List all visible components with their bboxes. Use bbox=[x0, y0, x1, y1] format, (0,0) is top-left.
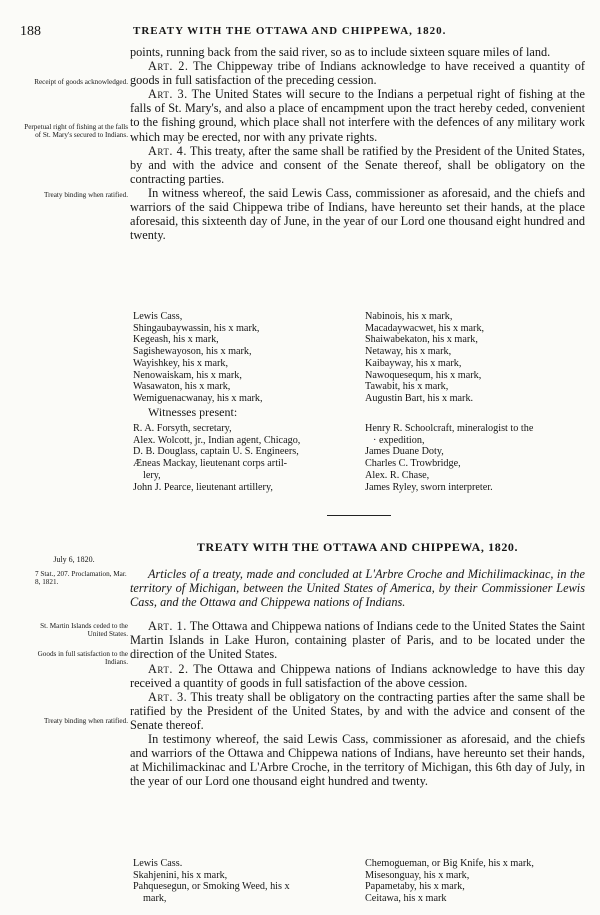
article-text: This treaty, after the same shall be ratified by the President of the United States, by and with the advice and consent of the Senate thereof, shall be obligatory on the contracting parties. bbox=[130, 143, 585, 186]
signature-line: Papametaby, his x mark, bbox=[365, 881, 465, 893]
witnesses-left bbox=[133, 423, 363, 493]
date-note: July 6, 1820. bbox=[53, 555, 95, 564]
section-divider bbox=[327, 515, 391, 516]
article-text: The Chippeway tribe of Indians acknowledge to have received a quantity of goods in full satisfaction of the preceding cession. bbox=[130, 59, 585, 88]
treaty-continuation bbox=[130, 45, 585, 242]
witness-paragraph: In witness whereof, the said Lewis Cass, commissioner as aforesaid, and the chiefs and warriors of the said Chippewa tribe of Indians, have hereunto set their hands, at the place aforesaid, this sixteenth day of June, in the year of our Lord one thousand eight hundred and twenty. bbox=[130, 185, 585, 243]
signature-line: Nenowaiskam, his x mark, bbox=[133, 369, 242, 381]
witness-line: Alex. Wolcott, jr., Indian agent, Chicago, bbox=[133, 434, 301, 446]
continuation-paragraph: points, running back from the said river, so as to include sixteen square miles of land. bbox=[130, 45, 551, 59]
witness-line: lery, bbox=[143, 469, 161, 481]
signature-line: Pahquesegun, or Smoking Weed, his x bbox=[133, 881, 290, 893]
citation-note: 7 Stat., 207. Proclamation, Mar. 8, 1821. bbox=[35, 570, 127, 586]
witness-line: · expedition, bbox=[373, 434, 425, 446]
preamble: Articles of a treaty, made and concluded at L'Arbre Croche and Michilimackinac, in the territory of Michigan, between the United States of America, by their Commissioner Lewis Cass, and the Ottawa and Chippewa nations of Indians. bbox=[130, 567, 585, 610]
margin-note: Perpetual right of fishing at the falls of St. Mary's secured to Indians. bbox=[24, 123, 128, 139]
margin-note: Receipt of goods acknowledged. bbox=[34, 78, 128, 86]
article-text: The United States will secure to the Indians a perpetual right of fishing at the falls of St. Mary's, and also a place of encampment upon the tract hereby ceded, convenient to the fishing ground, which place shall not interfere with the defences of any military work which may be erected, nor with any private rights. bbox=[130, 87, 586, 144]
signatures-left bbox=[133, 858, 363, 905]
signature-line: Tawabit, his x mark, bbox=[365, 381, 449, 393]
signature-line: Kaibayway, his x mark, bbox=[365, 357, 462, 369]
witness-line: John J. Pearce, lieutenant artillery, bbox=[133, 481, 273, 493]
article-2 bbox=[130, 662, 585, 690]
witness-line: Henry R. Schoolcraft, mineralogist to the bbox=[365, 423, 534, 434]
running-title: TREATY WITH THE OTTAWA AND CHIPPEWA, 1820. bbox=[133, 25, 447, 37]
witness-line: James Duane Doty, bbox=[365, 446, 444, 458]
article-label: Art. 2. bbox=[148, 59, 189, 74]
article-text: The Ottawa and Chippewa nations of Indians cede to the United States the Saint Martin Islands in Lake Huron, containing plaster of Paris, and to be located under the direction of the United States. bbox=[130, 619, 585, 662]
signature-line: Augustin Bart, his x mark. bbox=[365, 392, 474, 404]
margin-note: St. Martin Islands ceded to the United States. bbox=[40, 622, 128, 638]
signatures-left bbox=[133, 311, 363, 405]
testimony-paragraph: In testimony whereof, the said Lewis Cass, commissioner as aforesaid, and the chiefs and warriors of the Ottawa and Chippewa nations of Indians, have hereunto set their hands, at Michilimackinac and L'Arbre Croche, in the territory of Michigan, this 6th day of July, in the year of our Lord one thousand eight hundred and twenty. bbox=[130, 732, 585, 789]
signature-line: Wayishkey, his x mark, bbox=[133, 357, 228, 369]
second-treaty-body bbox=[130, 567, 585, 788]
witnesses-heading: Witnesses present: bbox=[148, 405, 238, 419]
witness-line: R. A. Forsyth, secretary, bbox=[133, 423, 232, 434]
signature-line: Chemogueman, or Big Knife, his x mark, bbox=[365, 858, 534, 869]
witness-line: James Ryley, sworn interpreter. bbox=[365, 481, 493, 493]
page-number: 188 bbox=[20, 24, 41, 39]
signature-line: Nabinois, his x mark, bbox=[365, 311, 453, 322]
article-text: This treaty shall be obligatory on the contracting parties after the same shall be ratified by the President of the United States, by and with the advice and consent of the Senate thereof. bbox=[130, 689, 585, 732]
witnesses-right bbox=[365, 423, 585, 493]
page-header bbox=[0, 22, 600, 42]
witness-line: Alex. R. Chase, bbox=[365, 469, 430, 481]
margin-note: Goods in full satisfaction to the Indians. bbox=[37, 650, 128, 666]
signature-line: Misesonguay, his x mark, bbox=[365, 869, 470, 881]
witness-line: Æneas Mackay, lieutenant corps artil- bbox=[133, 458, 288, 470]
signature-line: Lewis Cass. bbox=[133, 858, 183, 869]
witness-line: D. B. Douglass, captain U. S. Engineers, bbox=[133, 446, 299, 458]
article-label: Art. 3. bbox=[148, 689, 188, 704]
article-label: Art. 2. bbox=[148, 661, 189, 676]
signature-line: Wemiguenacwanay, his x mark, bbox=[133, 392, 263, 404]
signature-line: Shaiwabekaton, his x mark, bbox=[365, 334, 478, 346]
signature-line: Netaway, his x mark, bbox=[365, 346, 452, 358]
article-label: Art. 4. bbox=[148, 143, 187, 158]
signatures-right bbox=[365, 311, 585, 405]
article-3 bbox=[130, 87, 585, 143]
signature-line: Lewis Cass, bbox=[133, 311, 183, 322]
signature-line: Wasawaton, his x mark, bbox=[133, 381, 231, 393]
witness-line: Charles C. Trowbridge, bbox=[365, 458, 461, 470]
signature-line: Shingaubaywassin, his x mark, bbox=[133, 322, 260, 334]
article-4 bbox=[130, 144, 585, 186]
signatures-right bbox=[365, 858, 585, 905]
signature-line: Sagishewayoson, his x mark, bbox=[133, 346, 252, 358]
article-label: Art. 1. bbox=[148, 619, 187, 634]
signature-line: mark, bbox=[143, 893, 167, 905]
treaty-title: TREATY WITH THE OTTAWA AND CHIPPEWA, 1820. bbox=[196, 540, 519, 554]
signature-line: Macadaywacwet, his x mark, bbox=[365, 322, 485, 334]
margin-note: Treaty binding when ratified. bbox=[44, 191, 128, 199]
signature-line: Skahjenini, his x mark, bbox=[133, 869, 228, 881]
article-3 bbox=[130, 690, 585, 732]
article-2 bbox=[130, 59, 585, 87]
signature-line: Ceitawa, his x mark bbox=[365, 893, 447, 905]
article-1 bbox=[130, 619, 585, 661]
margin-note: Treaty binding when ratified. bbox=[44, 717, 128, 725]
signature-line: Nawoquesequm, his x mark, bbox=[365, 369, 482, 381]
signature-line: Kegeash, his x mark, bbox=[133, 334, 219, 346]
article-label: Art. 3. bbox=[148, 87, 188, 102]
article-text: The Ottawa and Chippewa nations of Indians acknowledge to have this day received a quantity of goods in full satisfaction of the above cession. bbox=[130, 661, 585, 690]
